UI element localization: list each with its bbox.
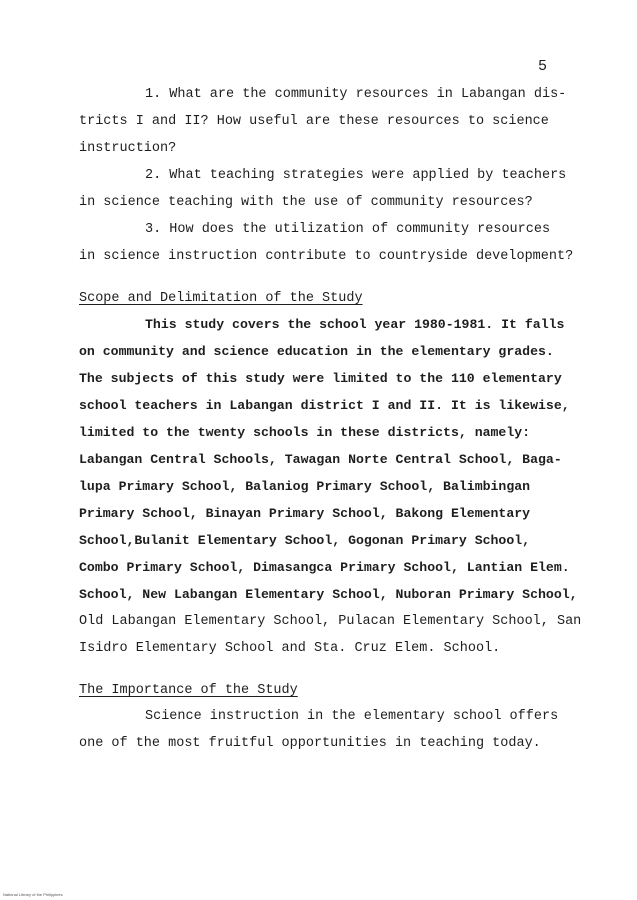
scope-line: school teachers in Labangan district I and II. It is likewise,	[79, 398, 570, 413]
scope-line: Labangan Central Schools, Tawagan Norte Central School, Baga-	[79, 452, 562, 467]
scope-line: Primary School, Binayan Primary School, Bakong Elementary	[79, 506, 531, 521]
scope-line: The subjects of this study were limited to the 110 elementary	[79, 371, 562, 386]
importance-heading: The Importance of the Study	[79, 683, 298, 698]
library-footer: National Library of the Philippines	[3, 892, 63, 897]
page-number: 5	[538, 58, 548, 75]
question-line: tricts I and II? How useful are these resources to science	[79, 114, 549, 129]
question-line: 3. How does the utilization of community resources	[145, 222, 551, 237]
question-line: in science teaching with the use of community resources?	[79, 195, 533, 210]
importance-line: one of the most fruitful opportunities in teaching today.	[79, 736, 541, 751]
scope-line: School, New Labangan Elementary School, Nuboran Primary School,	[79, 587, 578, 602]
question-line: 1. What are the community resources in Labangan dis-	[145, 87, 567, 102]
scope-line: Isidro Elementary School and Sta. Cruz Elem. School.	[79, 641, 501, 656]
scope-line: lupa Primary School, Balaniog Primary School, Balimbingan	[79, 479, 531, 494]
scope-line: This study covers the school year 1980-1981. It falls	[145, 317, 565, 332]
question-line: instruction?	[79, 141, 177, 156]
question-line: 2. What teaching strategies were applied by teachers	[145, 168, 567, 183]
importance-line: Science instruction in the elementary school offers	[145, 709, 559, 724]
scope-line: on community and science education in the elementary grades.	[79, 344, 554, 359]
scope-line: School,Bulanit Elementary School, Gogonan Primary School,	[79, 533, 531, 548]
scope-line: limited to the twenty schools in these districts, namely:	[79, 425, 531, 440]
scope-heading: Scope and Delimitation of the Study	[79, 291, 363, 306]
scope-line: Old Labangan Elementary School, Pulacan Elementary School, San	[79, 614, 582, 629]
scope-line: Combo Primary School, Dimasangca Primary School, Lantian Elem.	[79, 560, 570, 575]
question-line: in science instruction contribute to countryside development?	[79, 249, 574, 264]
